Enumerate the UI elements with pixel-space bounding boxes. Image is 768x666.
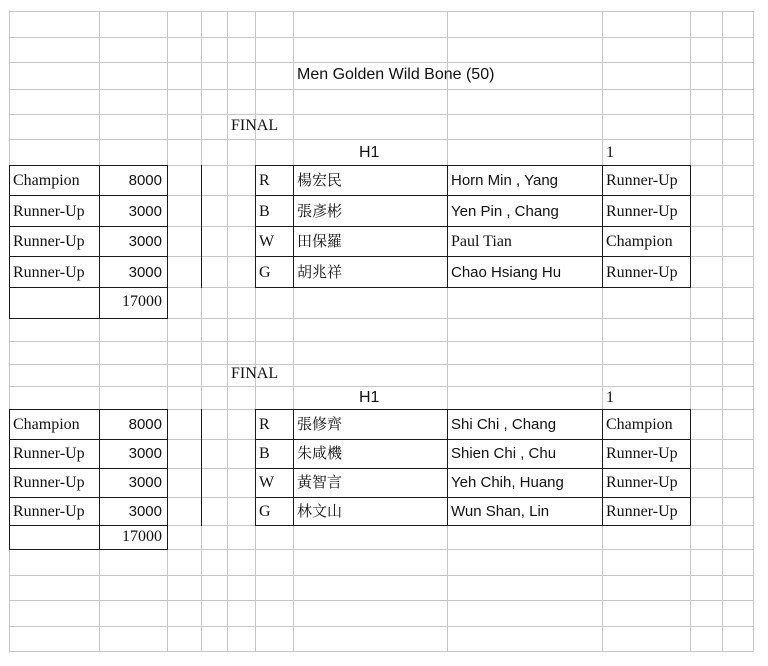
table-border xyxy=(255,195,691,196)
prize-total[interactable]: 17000 xyxy=(122,528,162,545)
prize-amount[interactable]: 3000 xyxy=(128,474,162,491)
gridline-horizontal xyxy=(9,626,754,627)
player-result[interactable]: Runner-Up xyxy=(606,503,678,520)
gridline-horizontal xyxy=(9,386,754,387)
table-border xyxy=(255,525,691,526)
table-border xyxy=(602,409,603,526)
section-1-heat[interactable]: H1 xyxy=(359,144,380,161)
table-border xyxy=(255,165,691,166)
gridline-vertical xyxy=(753,11,754,651)
player-result[interactable]: Champion xyxy=(606,233,673,250)
player-name-cn[interactable]: 張彥彬 xyxy=(297,203,343,220)
gridline-horizontal xyxy=(9,651,754,652)
prize-place[interactable]: Champion xyxy=(13,416,80,433)
prize-amount[interactable]: 3000 xyxy=(128,233,162,250)
table-border xyxy=(255,468,691,469)
table-border xyxy=(255,165,256,288)
gridline-vertical xyxy=(201,11,202,651)
player-name-en[interactable]: Wun Shan, Lin xyxy=(451,503,550,520)
prize-place[interactable]: Champion xyxy=(13,172,80,189)
player-result[interactable]: Champion xyxy=(606,416,673,433)
player-result[interactable]: Runner-Up xyxy=(606,203,678,220)
prize-amount[interactable]: 8000 xyxy=(128,172,162,189)
player-name-en[interactable]: Shi Chi , Chang xyxy=(451,416,557,433)
player-name-cn[interactable]: 田保羅 xyxy=(297,233,343,250)
table-border xyxy=(690,165,691,288)
section-2-heat-number[interactable]: 1 xyxy=(606,389,614,406)
section-1-label[interactable]: FINAL xyxy=(231,117,279,134)
gridline-vertical xyxy=(602,11,603,651)
prize-place[interactable]: Runner-Up xyxy=(13,474,85,491)
player-name-en[interactable]: Yeh Chih, Huang xyxy=(451,474,564,491)
gridline-vertical xyxy=(9,11,10,651)
gridline-horizontal xyxy=(9,139,754,140)
table-border xyxy=(167,409,168,550)
table-border xyxy=(447,165,448,288)
gridline-horizontal xyxy=(9,11,754,12)
section-2-heat[interactable]: H1 xyxy=(359,389,380,406)
table-border xyxy=(9,318,168,319)
player-name-en[interactable]: Shien Chi , Chu xyxy=(451,445,557,462)
table-border xyxy=(293,165,294,288)
player-result[interactable]: Runner-Up xyxy=(606,264,678,281)
prize-place[interactable]: Runner-Up xyxy=(13,203,85,220)
player-name-cn[interactable]: 林文山 xyxy=(297,503,343,520)
gridline-horizontal xyxy=(9,114,754,115)
player-result[interactable]: Runner-Up xyxy=(606,474,678,491)
table-border xyxy=(9,409,168,410)
table-border xyxy=(255,256,691,257)
prize-amount[interactable]: 3000 xyxy=(128,264,162,281)
prize-place[interactable]: Runner-Up xyxy=(13,445,85,462)
table-border xyxy=(167,165,168,319)
table-border xyxy=(9,525,168,526)
gridline-horizontal xyxy=(9,364,754,365)
player-name-cn[interactable]: 黃智言 xyxy=(297,474,343,491)
table-border xyxy=(9,497,168,498)
gridline-horizontal xyxy=(9,575,754,576)
player-color[interactable]: R xyxy=(259,172,270,189)
player-name-cn[interactable]: 張修齊 xyxy=(297,416,343,433)
player-name-cn[interactable]: 胡兆祥 xyxy=(297,264,343,281)
table-border xyxy=(9,165,168,166)
table-border xyxy=(255,497,691,498)
prize-place[interactable]: Runner-Up xyxy=(13,233,85,250)
gridline-vertical xyxy=(99,11,100,651)
prize-amount[interactable]: 3000 xyxy=(128,503,162,520)
prize-place[interactable]: Runner-Up xyxy=(13,264,85,281)
section-1-heat-number[interactable]: 1 xyxy=(606,144,614,161)
player-result[interactable]: Runner-Up xyxy=(606,445,678,462)
prize-amount[interactable]: 3000 xyxy=(128,203,162,220)
player-name-en[interactable]: Horn Min , Yang xyxy=(451,172,558,189)
player-name-en[interactable]: Paul Tian xyxy=(451,233,512,250)
prize-amount[interactable]: 3000 xyxy=(128,445,162,462)
prize-amount[interactable]: 8000 xyxy=(128,416,162,433)
player-color[interactable]: B xyxy=(259,445,270,462)
prize-place[interactable]: Runner-Up xyxy=(13,503,85,520)
table-border xyxy=(201,165,202,288)
gridline-horizontal xyxy=(9,341,754,342)
player-name-en[interactable]: Yen Pin , Chang xyxy=(451,203,559,220)
table-border xyxy=(602,165,603,288)
player-color[interactable]: G xyxy=(259,264,271,281)
table-border xyxy=(9,549,168,550)
player-result[interactable]: Runner-Up xyxy=(606,172,678,189)
gridline-vertical xyxy=(167,11,168,651)
gridline-vertical xyxy=(227,11,228,651)
player-name-en[interactable]: Chao Hsiang Hu xyxy=(451,264,562,281)
table-border xyxy=(255,287,691,288)
table-border xyxy=(9,409,10,550)
gridline-horizontal xyxy=(9,62,754,63)
table-border xyxy=(9,165,10,319)
section-2-label[interactable]: FINAL xyxy=(231,365,279,382)
gridline-vertical xyxy=(447,11,448,651)
table-border xyxy=(255,409,691,410)
table-border xyxy=(293,409,294,526)
table-border xyxy=(9,439,168,440)
player-color[interactable]: R xyxy=(259,416,270,433)
table-border xyxy=(99,409,100,550)
table-border xyxy=(99,165,100,319)
table-border xyxy=(255,439,691,440)
player-color[interactable]: G xyxy=(259,503,271,520)
table-border xyxy=(9,195,168,196)
table-border xyxy=(447,409,448,526)
player-color[interactable]: W xyxy=(259,474,275,491)
page-title[interactable]: Men Golden Wild Bone (50) xyxy=(297,66,495,83)
player-name-cn[interactable]: 朱咸機 xyxy=(297,445,343,462)
table-border xyxy=(201,409,202,526)
table-border xyxy=(9,256,168,257)
player-color[interactable]: W xyxy=(259,233,275,250)
gridline-vertical xyxy=(690,11,691,651)
table-border xyxy=(9,226,168,227)
player-name-cn[interactable]: 楊宏民 xyxy=(297,172,343,189)
gridline-vertical xyxy=(722,11,723,651)
table-border xyxy=(9,287,168,288)
gridline-horizontal xyxy=(9,89,754,90)
table-border xyxy=(9,468,168,469)
table-border xyxy=(255,409,256,526)
player-color[interactable]: B xyxy=(259,203,270,220)
gridline-vertical xyxy=(293,11,294,651)
table-border xyxy=(690,409,691,526)
prize-total[interactable]: 17000 xyxy=(122,293,162,310)
gridline-vertical xyxy=(255,11,256,651)
gridline-horizontal xyxy=(9,600,754,601)
table-border xyxy=(255,226,691,227)
gridline-horizontal xyxy=(9,37,754,38)
